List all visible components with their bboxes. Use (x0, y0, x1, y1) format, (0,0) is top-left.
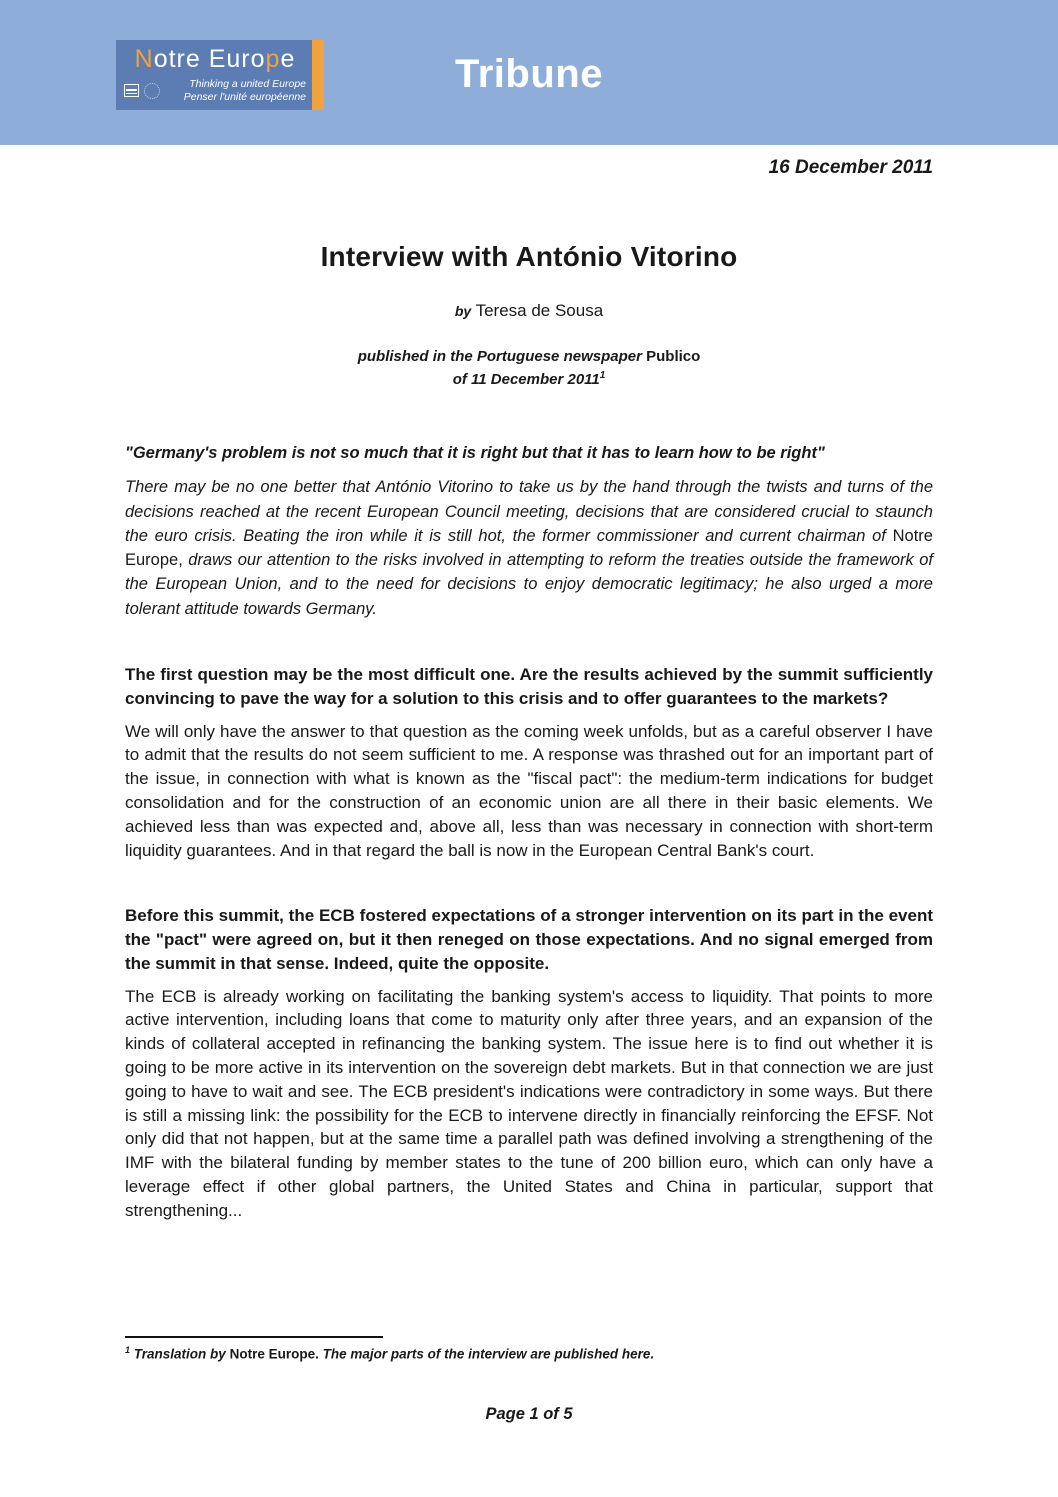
logo-letter-n: N (134, 45, 154, 73)
tagline-english: Thinking a united Europe (189, 77, 306, 90)
date-line: 16 December 2011 (768, 157, 933, 178)
publication-line-2 (125, 368, 933, 391)
byline-author: Teresa de Sousa (475, 301, 604, 320)
publication-note (125, 345, 933, 392)
tagline-french: Penser l'unité européenne (183, 90, 306, 103)
header-banner (0, 0, 1058, 145)
logo-end-text: e (280, 45, 296, 73)
interview-answer-1: We will only have the answer to that question as the coming week unfolds, but as a careful observer I have to admit that the results do not seem sufficient to me. A response was thrashed out for an important part of the issue, in connection with what is known as the "fiscal pact": the medium-term indications for budget consolidation and for the construction of an economic union are all there in their basic elements. We achieved less than was expected and, above all, less than was necessary in connection with short-term liquidity guarantees. And in that regard the ball is now in the European Central Bank's court. (125, 721, 933, 860)
intro-part-2: draws our attention to the risks involved in attempting to reform the treaties outside the framework of the European Union, and to the need for decisions to enjoy democratic legitimacy; he also urged a more tolerant attitude towards Germany. (125, 551, 933, 618)
interview-question-2: Before this summit, the ECB fostered expectations of a stronger intervention on its part in the event the "pact" were agreed on, but it then reneged on those expectations. And no signal emerged from the summit in that sense. Indeed, quite the opposite. (125, 906, 933, 973)
publication-newspaper-name: Publico (646, 348, 701, 365)
logo-mid-text: otre Euro (153, 45, 266, 73)
banner-title: Tribune (455, 52, 603, 96)
footnote-block (125, 1336, 933, 1364)
footnote-number: 1 (125, 1345, 131, 1355)
footnote-part-1: Translation by (133, 1346, 226, 1362)
document-content (125, 145, 933, 1223)
byline-prefix: by (454, 303, 472, 319)
interview-answer-2: The ECB is already working on facilitating the banking system's access to liquidity. That points to more active intervention, including loans that come to maturity only after three years, and an expansion of the kinds of collateral accepted in refinancing the banking system. The issue here is to find out whether it is going to be more active in its intervention on the sovereign debt markets. But in that connection we are just going to have to wait and see. The ECB president's indications were contradictory in some ways. But there is still a missing link: the possibility for the ECB to intervene directly in financially reinforcing the EFSF. Not only did that not happen, but at the same time a parallel path was defined involving a strengthening of the IMF with the bilateral funding by member states to the tune of 200 billion euro, which can only have a leverage effect if other global partners, the United States and China in particular, support that strengthening... (125, 986, 933, 1220)
publication-line-1 (125, 345, 933, 368)
logo-letter-p: p (265, 45, 281, 73)
footnote-brand-name: Notre Europe. (229, 1346, 319, 1362)
interview-question-1: The first question may be the most difficult one. Are the results achieved by the summit sufficiently convincing to pave the way for a solution to this crisis and to offer guarantees to the markets? (125, 664, 933, 708)
publication-line-1-italic: published in the Portuguese newspaper (357, 348, 642, 365)
intro-part-1: There may be no one better that António Vitorino to take us by the hand through the twists and turns of the decisions reached at the recent European Council meeting, decisions that are considered crucial to staunch the euro crisis. Beating the iron while it is still hot, the former commissioner and current chairman of (125, 478, 933, 545)
footnote-part-2: The major parts of the interview are published here. (322, 1346, 655, 1362)
footnote-separator-rule (125, 1336, 383, 1338)
page-number: Page 1 of 5 (485, 1405, 573, 1423)
footnote-reference-mark: 1 (599, 370, 606, 382)
intro-paragraph (125, 475, 933, 621)
byline (125, 301, 933, 321)
intro-brand-name: Notre Europe, (125, 526, 933, 570)
footnote-text (125, 1344, 933, 1364)
publication-date: of 11 December 2011 (452, 371, 600, 389)
pull-quote: "Germany's problem is not so much that it is right but that it has to learn how to be right" (125, 443, 825, 462)
page-title: Interview with António Vitorino (320, 241, 738, 272)
